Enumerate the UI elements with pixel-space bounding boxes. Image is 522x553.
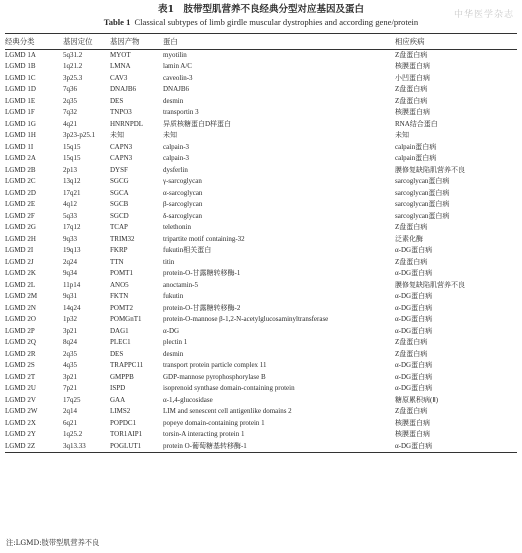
cell-protein: popeye domain-containing protein 1 bbox=[163, 418, 265, 427]
cell-gene-product: SGCA bbox=[110, 188, 129, 197]
cell-protein: 异质核糖蛋白D样蛋白 bbox=[163, 119, 232, 128]
cell-classification: LGMD 2T bbox=[5, 372, 36, 381]
cell-classification: LGMD 2A bbox=[5, 154, 36, 162]
cell-gene-product: GAA bbox=[110, 395, 126, 404]
cell-gene-product: DES bbox=[110, 349, 124, 358]
table-row bbox=[5, 406, 517, 418]
table-title-en bbox=[0, 16, 522, 28]
cell-disease: α-DG蛋白病 bbox=[395, 326, 433, 335]
cell-gene-product: FKTN bbox=[110, 292, 129, 300]
header-disease: 相应疾病 bbox=[395, 37, 425, 46]
cell-classification: LGMD 2D bbox=[5, 188, 36, 197]
cell-gene-product: ANO5 bbox=[110, 280, 129, 289]
cell-protein: desmin bbox=[163, 96, 184, 105]
cell-gene-locus: 4q21 bbox=[63, 119, 77, 128]
table-row bbox=[5, 291, 517, 303]
cell-disease: 核膜蛋白病 bbox=[395, 108, 430, 116]
cell-protein: anoctamin-5 bbox=[163, 280, 198, 289]
cell-classification: LGMD 1H bbox=[5, 131, 36, 139]
cell-protein: torsin-A interacting protein 1 bbox=[163, 430, 245, 438]
cell-gene-product: MYOT bbox=[110, 50, 131, 59]
cell-protein: protein-O-甘露糖转移酶-1 bbox=[163, 269, 241, 277]
cell-gene-product: PLEC1 bbox=[110, 338, 131, 346]
cell-disease: α-DG蛋白病 bbox=[395, 372, 433, 381]
cell-disease: α-DG蛋白病 bbox=[395, 292, 433, 300]
journal-watermark: 中华医学杂志 bbox=[453, 10, 514, 20]
cell-gene-locus: 17q25 bbox=[63, 395, 81, 404]
table-row bbox=[5, 84, 517, 96]
table-row bbox=[5, 73, 517, 85]
table-row bbox=[5, 280, 517, 292]
cell-gene-product: HNRNPDL bbox=[110, 119, 144, 128]
cell-gene-locus: 3q13.33 bbox=[63, 441, 86, 450]
cell-gene-locus: 7q32 bbox=[63, 108, 77, 116]
cell-classification: LGMD 2G bbox=[5, 223, 36, 231]
cell-classification: LGMD 2C bbox=[5, 177, 36, 185]
cell-protein: α-1,4-glucosidase bbox=[163, 395, 213, 404]
table-row bbox=[5, 142, 517, 154]
cell-gene-locus: 8q24 bbox=[63, 338, 77, 346]
cell-gene-product: SGCB bbox=[110, 200, 129, 208]
cell-gene-product: TCAP bbox=[110, 223, 128, 231]
header-protein: 蛋白 bbox=[163, 37, 178, 46]
cell-gene-locus: 17q21 bbox=[63, 188, 81, 197]
cell-protein: fukutin相关蛋白 bbox=[163, 246, 212, 254]
table-title-cn: 表1 肢带型肌营养不良经典分型对应基因及蛋白 bbox=[157, 4, 365, 15]
cell-protein: protein O-葡萄糖基转移酶-1 bbox=[163, 441, 247, 450]
cell-protein: transportin 3 bbox=[163, 108, 199, 116]
table-row bbox=[5, 222, 517, 234]
table-row bbox=[5, 326, 517, 338]
cell-gene-locus: 5q31.2 bbox=[63, 50, 83, 59]
cell-disease: sarcoglycan蛋白病 bbox=[395, 177, 450, 185]
cell-classification: LGMD 2P bbox=[5, 326, 35, 335]
cell-protein: protein-O-甘露糖转移酶-2 bbox=[163, 303, 241, 312]
cell-gene-locus: 2q14 bbox=[63, 407, 77, 415]
cell-protein: myotilin bbox=[163, 50, 187, 59]
lgmd-classification-table bbox=[5, 33, 517, 453]
cell-disease: sarcoglycan蛋白病 bbox=[395, 188, 450, 197]
cell-gene-product: POMT2 bbox=[110, 303, 133, 312]
cell-gene-product: FKRP bbox=[110, 246, 128, 254]
cell-disease: calpain蛋白病 bbox=[395, 154, 437, 162]
cell-disease: 膜修复缺陷肌营养不良 bbox=[395, 280, 465, 289]
cell-gene-locus: 2q35 bbox=[63, 349, 77, 358]
cell-gene-product: 未知 bbox=[110, 131, 124, 139]
table-row bbox=[5, 61, 517, 73]
cell-gene-locus: 2q24 bbox=[63, 257, 77, 266]
table-footnote: 注:LGMD:肢带型肌营养不良 bbox=[6, 538, 100, 547]
table-row bbox=[5, 96, 517, 108]
table-row bbox=[5, 383, 517, 395]
cell-gene-product: CAPN3 bbox=[110, 154, 133, 162]
cell-disease: Z盘蛋白病 bbox=[395, 338, 428, 346]
cell-gene-locus: 2q35 bbox=[63, 96, 77, 105]
cell-classification: LGMD 2O bbox=[5, 315, 36, 323]
cell-gene-product: POGLUT1 bbox=[110, 441, 142, 450]
cell-gene-locus: 15q15 bbox=[63, 142, 81, 151]
cell-classification: LGMD 2I bbox=[5, 246, 34, 254]
cell-disease: RNA结合蛋白 bbox=[395, 119, 438, 128]
cell-protein: 未知 bbox=[163, 131, 177, 139]
cell-classification: LGMD 1F bbox=[5, 108, 35, 116]
cell-gene-product: CAV3 bbox=[110, 73, 128, 82]
cell-gene-locus: 17q12 bbox=[63, 223, 81, 231]
cell-disease: 核膜蛋白病 bbox=[395, 430, 430, 438]
cell-disease: α-DG蛋白病 bbox=[395, 269, 433, 277]
cell-classification: LGMD 2Z bbox=[5, 441, 36, 450]
cell-gene-locus: 1q25.2 bbox=[63, 430, 83, 438]
cell-protein: γ-sarcoglycan bbox=[163, 177, 202, 185]
cell-classification: LGMD 1B bbox=[5, 62, 36, 70]
cell-gene-locus: 3p25.3 bbox=[63, 73, 83, 82]
cell-protein: δ-sarcoglycan bbox=[163, 211, 203, 220]
cell-protein: transport protein particle complex 11 bbox=[163, 361, 267, 369]
cell-disease: α-DG蛋白病 bbox=[395, 303, 433, 312]
cell-gene-locus: 4q12 bbox=[63, 200, 77, 208]
table-row bbox=[5, 211, 517, 223]
table-row bbox=[5, 268, 517, 280]
cell-gene-locus: 9q33 bbox=[63, 234, 77, 243]
table-row bbox=[5, 303, 517, 315]
table-header-row bbox=[5, 34, 517, 50]
cell-gene-product: TRAPPC11 bbox=[110, 361, 144, 369]
header-classification: 经典分类 bbox=[5, 37, 35, 46]
cell-protein: dysferlin bbox=[163, 165, 188, 174]
cell-classification: LGMD 2B bbox=[5, 165, 36, 174]
cell-gene-product: DES bbox=[110, 96, 124, 105]
cell-gene-locus: 1p32 bbox=[63, 315, 77, 323]
cell-disease: Z盘蛋白病 bbox=[395, 96, 428, 105]
cell-gene-locus: 3p21 bbox=[63, 372, 77, 381]
table-row bbox=[5, 49, 517, 61]
cell-disease: α-DG蛋白病 bbox=[395, 315, 433, 323]
cell-gene-locus: 7q36 bbox=[63, 85, 77, 93]
cell-gene-locus: 6q21 bbox=[63, 418, 77, 427]
table-row bbox=[5, 429, 517, 441]
table-row bbox=[5, 107, 517, 119]
cell-disease: 核膜蛋白病 bbox=[395, 418, 430, 427]
cell-disease: calpain蛋白病 bbox=[395, 142, 437, 151]
table-row bbox=[5, 199, 517, 211]
cell-classification: LGMD 2U bbox=[5, 384, 36, 392]
cell-disease: sarcoglycan蛋白病 bbox=[395, 211, 450, 220]
cell-classification: LGMD 2S bbox=[5, 361, 35, 369]
cell-classification: LGMD 2V bbox=[5, 395, 36, 404]
cell-gene-locus: 13q12 bbox=[63, 177, 81, 185]
cell-gene-product: TOR1AIP1 bbox=[110, 430, 143, 438]
cell-protein: lamin A/C bbox=[163, 62, 192, 70]
cell-classification: LGMD 2N bbox=[5, 303, 36, 312]
cell-classification: LGMD 2H bbox=[5, 234, 36, 243]
cell-gene-product: DYSF bbox=[110, 165, 128, 174]
table-row bbox=[5, 245, 517, 257]
cell-gene-product: ISPD bbox=[110, 384, 126, 392]
cell-gene-product: TNPO3 bbox=[110, 108, 132, 116]
cell-disease: 核膜蛋白病 bbox=[395, 62, 430, 70]
cell-disease: Z盘蛋白病 bbox=[395, 349, 428, 358]
cell-disease: Z盘蛋白病 bbox=[395, 257, 428, 266]
cell-gene-locus: 3p23-p25.1 bbox=[63, 131, 96, 139]
table-row bbox=[5, 337, 517, 349]
cell-protein: GDP-mannose pyrophosphorylase B bbox=[163, 372, 266, 381]
table-row bbox=[5, 372, 517, 384]
cell-gene-product: CAPN3 bbox=[110, 142, 133, 151]
cell-gene-locus: 1q21.2 bbox=[63, 62, 83, 70]
cell-gene-locus: 4q35 bbox=[63, 361, 77, 369]
cell-gene-product: LMNA bbox=[110, 62, 131, 70]
cell-classification: LGMD 2E bbox=[5, 200, 36, 208]
cell-gene-product: POMGnT1 bbox=[110, 315, 142, 323]
cell-gene-locus: 9q31 bbox=[63, 292, 77, 300]
table-row bbox=[5, 395, 517, 407]
table-row bbox=[5, 119, 517, 131]
cell-disease: α-DG蛋白病 bbox=[395, 441, 433, 450]
cell-gene-product: POMT1 bbox=[110, 269, 133, 277]
cell-gene-product: TTN bbox=[110, 257, 124, 266]
cell-gene-product: POPDC1 bbox=[110, 418, 137, 427]
cell-disease: Z盘蛋白病 bbox=[395, 50, 428, 59]
cell-classification: LGMD 2J bbox=[5, 257, 34, 266]
cell-disease: α-DG蛋白病 bbox=[395, 384, 433, 392]
table-row bbox=[5, 349, 517, 361]
table-row bbox=[5, 360, 517, 372]
table-row bbox=[5, 188, 517, 200]
cell-protein: DNAJB6 bbox=[163, 85, 190, 93]
cell-gene-product: TRIM32 bbox=[110, 234, 135, 243]
cell-disease: Z盘蛋白病 bbox=[395, 223, 428, 231]
cell-gene-locus: 14q24 bbox=[63, 303, 81, 312]
cell-protein: isoprenoid synthase domain-containing protein bbox=[163, 384, 295, 392]
table-row bbox=[5, 314, 517, 326]
header-gene-locus: 基因定位 bbox=[63, 37, 93, 46]
table-row bbox=[5, 176, 517, 188]
cell-disease: 膜修复缺陷肌营养不良 bbox=[395, 165, 465, 174]
cell-disease: Z盘蛋白病 bbox=[395, 85, 428, 93]
table-body bbox=[5, 49, 517, 453]
cell-gene-locus: 2p13 bbox=[63, 165, 77, 174]
cell-classification: LGMD 2F bbox=[5, 211, 35, 220]
cell-classification: LGMD 1C bbox=[5, 73, 36, 82]
cell-gene-locus: 5q33 bbox=[63, 211, 77, 220]
cell-classification: LGMD 2Y bbox=[5, 430, 36, 438]
cell-gene-locus: 15q15 bbox=[63, 154, 81, 162]
cell-disease: α-DG蛋白病 bbox=[395, 246, 433, 254]
table-row bbox=[5, 257, 517, 269]
cell-classification: LGMD 2Q bbox=[5, 338, 36, 346]
cell-disease: 小凹蛋白病 bbox=[395, 73, 430, 82]
cell-gene-locus: 3p21 bbox=[63, 326, 77, 335]
table-row bbox=[5, 165, 517, 177]
cell-disease: 糖原累积病(Ⅱ) bbox=[395, 395, 439, 404]
cell-gene-locus: 9q34 bbox=[63, 269, 77, 277]
cell-classification: LGMD 1E bbox=[5, 96, 36, 105]
cell-classification: LGMD 1I bbox=[5, 142, 34, 151]
cell-protein: β-sarcoglycan bbox=[163, 200, 203, 208]
cell-protein: titin bbox=[163, 257, 175, 266]
cell-protein: tripartite motif containing-32 bbox=[163, 234, 245, 243]
cell-gene-product: SGCD bbox=[110, 211, 129, 220]
cell-classification: LGMD 1A bbox=[5, 50, 36, 59]
cell-classification: LGMD 1G bbox=[5, 119, 36, 128]
cell-gene-product: DAG1 bbox=[110, 326, 129, 335]
table-title-en-text: Classical subtypes of limb girdle muscular dystrophies and according gene/protein bbox=[134, 17, 419, 27]
cell-gene-product: DNAJB6 bbox=[110, 85, 137, 93]
header-gene-product: 基因产物 bbox=[110, 37, 140, 46]
cell-protein: telethonin bbox=[163, 223, 191, 231]
cell-gene-locus: 7p21 bbox=[63, 384, 77, 392]
cell-gene-locus: 19q13 bbox=[63, 246, 81, 254]
cell-classification: LGMD 2L bbox=[5, 280, 36, 289]
cell-disease: α-DG蛋白病 bbox=[395, 361, 433, 369]
cell-classification: LGMD 2R bbox=[5, 349, 36, 358]
cell-gene-locus: 11p14 bbox=[63, 280, 81, 289]
cell-gene-product: GMPPB bbox=[110, 372, 134, 381]
cell-disease: 未知 bbox=[395, 131, 409, 139]
cell-protein: caveolin-3 bbox=[163, 73, 193, 82]
cell-disease: Z盘蛋白病 bbox=[395, 407, 428, 415]
cell-classification: LGMD 2M bbox=[5, 292, 38, 300]
table-row bbox=[5, 153, 517, 165]
cell-protein: plectin 1 bbox=[163, 338, 188, 346]
cell-protein: α-sarcoglycan bbox=[163, 188, 203, 197]
cell-protein: desmin bbox=[163, 349, 184, 358]
cell-classification: LGMD 2K bbox=[5, 269, 36, 277]
table-row bbox=[5, 418, 517, 430]
cell-gene-product: SGCG bbox=[110, 177, 129, 185]
cell-protein: calpain-3 bbox=[163, 154, 190, 162]
cell-protein: fukutin bbox=[163, 292, 184, 300]
cell-protein: protein-O-mannose β-1,2-N-acetylglucosaminyltransferase bbox=[163, 315, 329, 323]
cell-classification: LGMD 1D bbox=[5, 85, 36, 93]
table-row bbox=[5, 130, 517, 142]
cell-classification: LGMD 2X bbox=[5, 418, 36, 427]
cell-disease: sarcoglycan蛋白病 bbox=[395, 200, 450, 208]
cell-protein: calpain-3 bbox=[163, 142, 190, 151]
table-row bbox=[5, 441, 517, 453]
cell-disease: 泛素化酶 bbox=[395, 234, 423, 243]
table-label: Table 1 bbox=[103, 17, 131, 27]
cell-protein: LIM and senescent cell antigenlike domains 2 bbox=[163, 407, 292, 415]
cell-classification: LGMD 2W bbox=[5, 407, 38, 415]
cell-gene-product: LIMS2 bbox=[110, 407, 131, 415]
table-row bbox=[5, 234, 517, 246]
cell-protein: α-DG bbox=[163, 326, 180, 335]
